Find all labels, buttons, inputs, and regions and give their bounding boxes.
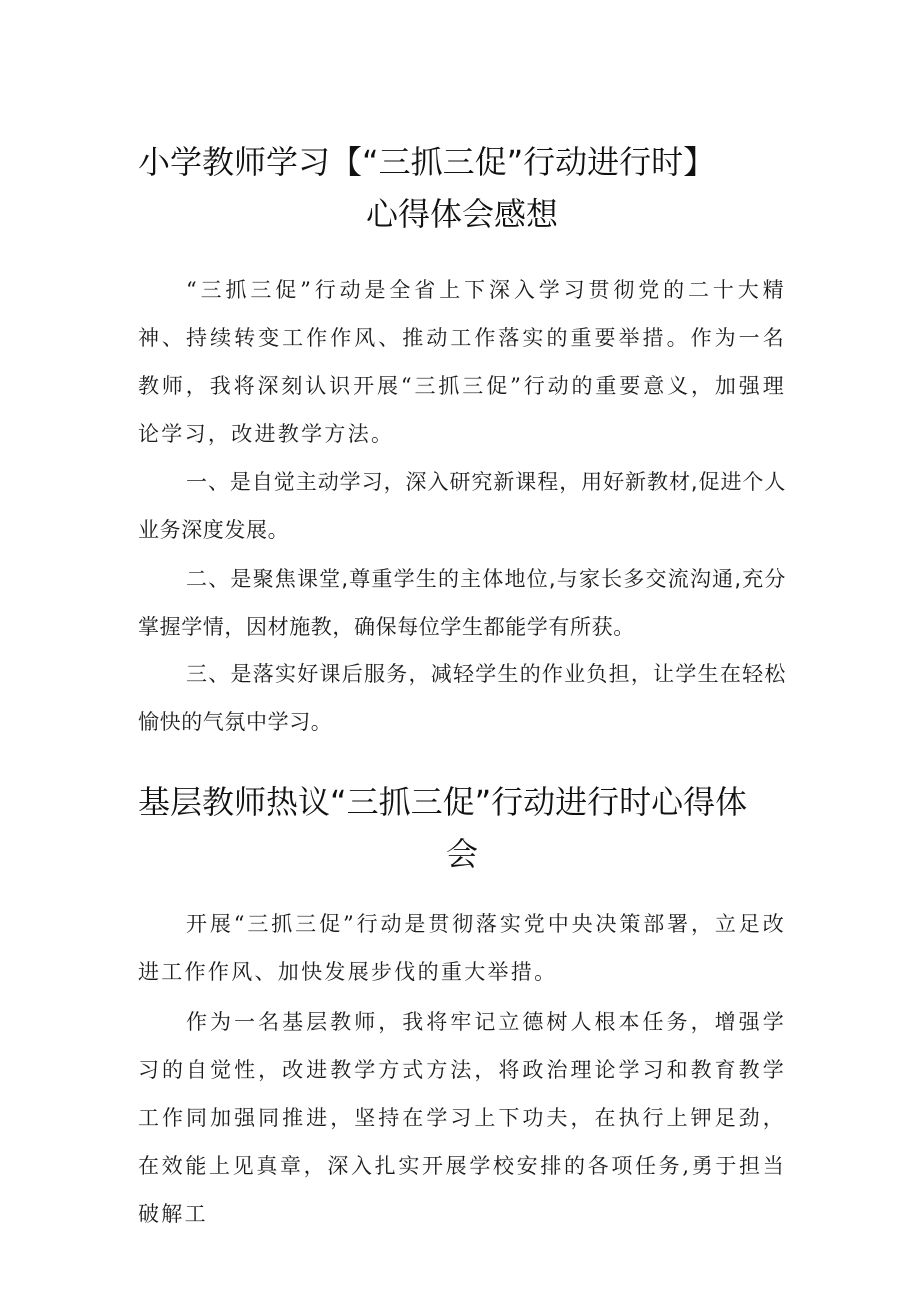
section-1-point-3: 三、是落实好课后服务，减轻学生的作业负担，让学生在轻松愉快的气氛中学习。 xyxy=(138,662,786,734)
section-2-title xyxy=(138,776,786,880)
section-1-title-line-1: 小学教师学习【“三抓三促”行动进行时】 xyxy=(138,143,716,181)
section-1-title-line-2: 心得体会感想 xyxy=(365,195,558,233)
section-2-paragraph-1: 开展“三抓三促”行动是贯彻落实党中央决策部署，立足改进工作作风、加快发展步伐的重大举措。 xyxy=(138,912,786,984)
section-2-title-line-1: 基层教师热议“三抓三促”行动进行时心得体 xyxy=(138,783,748,821)
section-2-title-line-2: 会 xyxy=(445,835,478,873)
section-1-point-1: 一、是自觉主动学习，深入研究新课程，用好新教材,促进个人业务深度发展。 xyxy=(138,470,786,542)
section-1-title xyxy=(138,136,786,240)
section-1-intro-paragraph: “三抓三促”行动是全省上下深入学习贯彻党的二十大精神、持续转变工作作风、推动工作落实的重要举措。作为一名教师，我将深刻认识开展“三抓三促”行动的重要意义，加强理论学习，改进教学方法。 xyxy=(138,278,786,446)
section-1-point-2: 二、是聚焦课堂,尊重学生的主体地位,与家长多交流沟通,充分掌握学情，因材施教，确保每位学生都能学有所获。 xyxy=(138,567,786,639)
section-2-paragraph-2: 作为一名基层教师，我将牢记立德树人根本任务，增强学习的自觉性，改进教学方式方法，将政治理论学习和教育教学工作同加强同推进，坚持在学习上下功夫，在执行上钾足劲，在效能上见真章，深入扎实开展学校安排的各项任务,勇于担当破解工 xyxy=(138,1010,786,1226)
